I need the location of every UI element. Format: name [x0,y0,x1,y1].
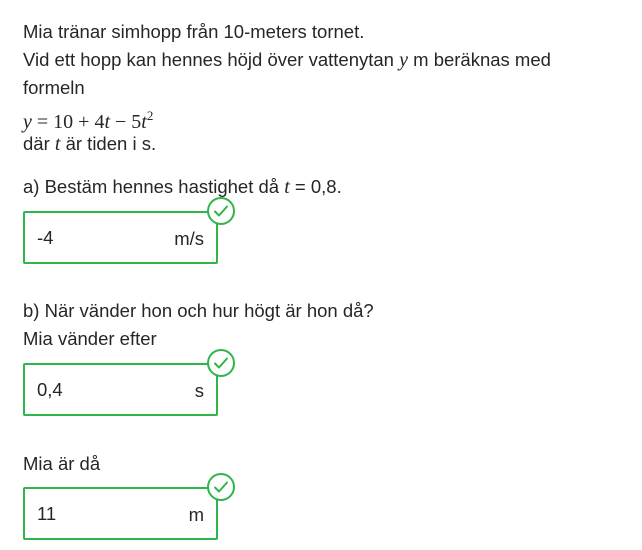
label-height: Mia är då [23,453,101,474]
problem-line-2 [23,46,551,74]
checkmark-icon [213,356,229,370]
formula-eq: = 10 + 4 [31,111,105,133]
checkmark-icon [213,204,229,218]
question-a-text-b: = 0,8. [289,176,342,197]
label-turn-time: Mia vänder efter [23,328,157,349]
checkmark-icon [213,480,229,494]
answer-b1-field[interactable] [23,363,218,416]
formula-t2: t [141,111,147,133]
answer-b2-field[interactable] [23,487,218,540]
check-circle-icon [207,349,235,377]
variable-y: y [399,49,408,71]
answer-b2-unit: m [188,504,204,525]
question-a-text-a: a) Bestäm hennes hastighet då [23,176,285,197]
problem-line-2-text-b: m beräknas med [408,49,551,70]
answer-a-unit: m/s [174,228,204,249]
problem-line-5-text-a: där [23,133,55,154]
check-circle-icon [207,197,235,225]
problem-line-1: Mia tränar simhopp från 10-meters tornet. [23,21,365,42]
problem-line-2-text-a: Vid ett hopp kan hennes höjd över vattenytan [23,49,400,70]
problem-line-5-text-b: är tiden i s. [60,133,157,154]
answer-b2-value: 11 [37,503,57,524]
formula-minus: − 5 [110,111,142,133]
answer-a-field[interactable] [23,211,218,264]
variable-t: t [54,133,61,155]
answer-b1-unit: s [194,380,204,401]
question-a [23,173,342,201]
question-b: b) När vänder hon och hur högt är hon då? [23,300,374,321]
check-circle-icon [207,473,235,501]
problem-line-3: formeln [23,77,85,98]
answer-b1-value: 0,4 [37,379,63,400]
problem-line-5 [23,130,156,158]
formula-exponent: 2 [146,108,154,123]
question-a-variable: t [284,176,290,198]
formula-t1: t [104,111,111,133]
answer-a-value: -4 [37,227,54,248]
formula-lhs: y [23,111,32,133]
